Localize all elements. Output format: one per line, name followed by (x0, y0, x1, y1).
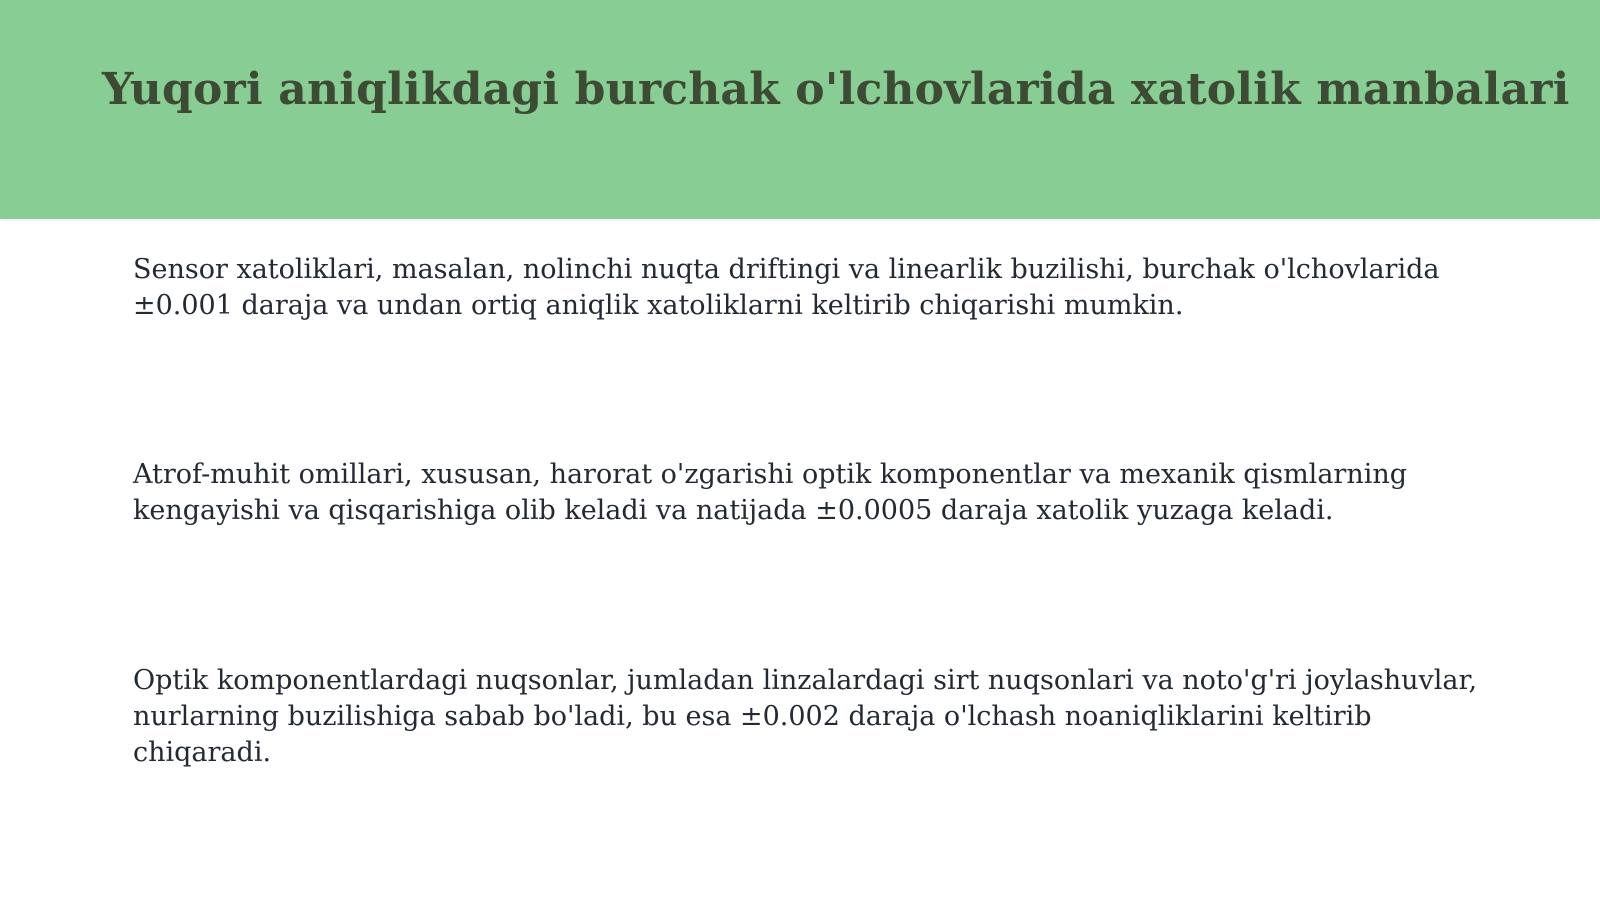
slide-header (0, 0, 1600, 219)
paragraph-optical-defects: Optik komponentlardagi nuqsonlar, jumladan linzalardagi sirt nuqsonlari va noto'g'ri joylashuvlar, nurlarning buzilishiga sabab bo'ladi, bu esa ±0.002 daraja o'lchash noaniqliklarini keltirib chiqaradi. (133, 665, 1478, 768)
slide-title: Yuqori aniqlikdagi burchak o'lchovlarida xatolik manbalari (102, 64, 1570, 115)
paragraph-environmental-factors: Atrof-muhit omillari, xususan, harorat o'zgarishi optik komponentlar va mexanik qismlarning kengayishi va qisqarishiga olib keladi va natijada ±0.0005 daraja xatolik yuzaga keladi. (133, 459, 1408, 526)
paragraph-sensor-errors: Sensor xatoliklari, masalan, nolinchi nuqta driftingi va linearlik buzilishi, burchak o'lchovlarida ±0.001 daraja va undan ortiq aniqlik xatoliklarni keltirib chiqarishi mumkin. (133, 254, 1440, 321)
